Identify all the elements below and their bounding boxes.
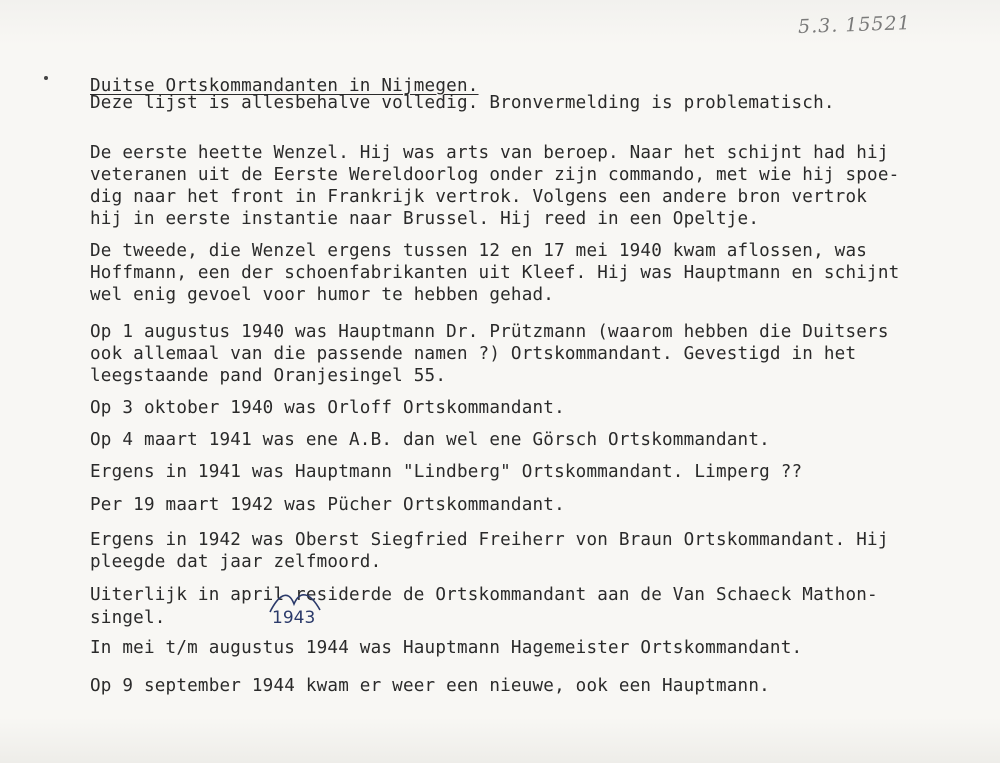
text-line: ook allemaal van die passende namen ?) Ortskommandant. Gevestigd in het <box>90 344 857 364</box>
text-line: Op 9 september 1944 kwam er weer een nieuwe, ook een Hauptmann. <box>90 676 770 696</box>
text-line: Per 19 maart 1942 was Pücher Ortskommandant. <box>90 495 565 515</box>
text-line: wel enig gevoel voor humor te hebben gehad. <box>90 285 555 305</box>
archive-number: 5.3. 15521 <box>797 12 912 38</box>
text-line: Ergens in 1941 was Hauptmann "Lindberg" Ortskommandant. Limperg ?? <box>90 462 803 482</box>
text-line: Uiterlijk in april residerde de Ortskommandant aan de Van Schaeck Mathon- <box>90 585 878 605</box>
text-line: Op 3 oktober 1940 was Orloff Ortskommandant. <box>90 398 565 418</box>
text-line: pleegde dat jaar zelfmoord. <box>90 552 382 572</box>
text-line: hij in eerste instantie naar Brussel. Hij reed in een Opeltje. <box>90 209 760 229</box>
text-line: Op 1 augustus 1940 was Hauptmann Dr. Prützmann (waarom hebben die Duitsers <box>90 322 889 342</box>
document-title: Duitse Ortskommandanten in Nijmegen. <box>90 76 479 96</box>
margin-dot <box>44 76 48 80</box>
text-line: veteranen uit de Eerste Wereldoorlog onder zijn commando, met wie hij spoe- <box>90 165 900 185</box>
text-line: singel. <box>90 608 166 628</box>
text-line: Ergens in 1942 was Oberst Siegfried Freiherr von Braun Ortskommandant. Hij <box>90 530 889 550</box>
text-line: In mei t/m augustus 1944 was Hauptmann Hagemeister Ortskommandant. <box>90 638 803 658</box>
text-line: De tweede, die Wenzel ergens tussen 12 en 17 mei 1940 kwam aflossen, was <box>90 241 868 261</box>
text-line: dig naar het front in Frankrijk vertrok. Volgens een andere bron vertrok <box>90 187 868 207</box>
text-line: Op 4 maart 1941 was ene A.B. dan wel ene Görsch Ortskommandant. <box>90 430 770 450</box>
text-line: De eerste heette Wenzel. Hij was arts van beroep. Naar het schijnt had hij <box>90 143 889 163</box>
text-line: Hoffmann, een der schoenfabrikanten uit Kleef. Hij was Hauptmann en schijnt <box>90 263 900 283</box>
text-line: leegstaande pand Oranjesingel 55. <box>90 366 447 386</box>
handwritten-year: 1943 <box>272 608 316 628</box>
intro-line: Deze lijst is allesbehalve volledig. Bronvermelding is problematisch. <box>90 93 835 113</box>
